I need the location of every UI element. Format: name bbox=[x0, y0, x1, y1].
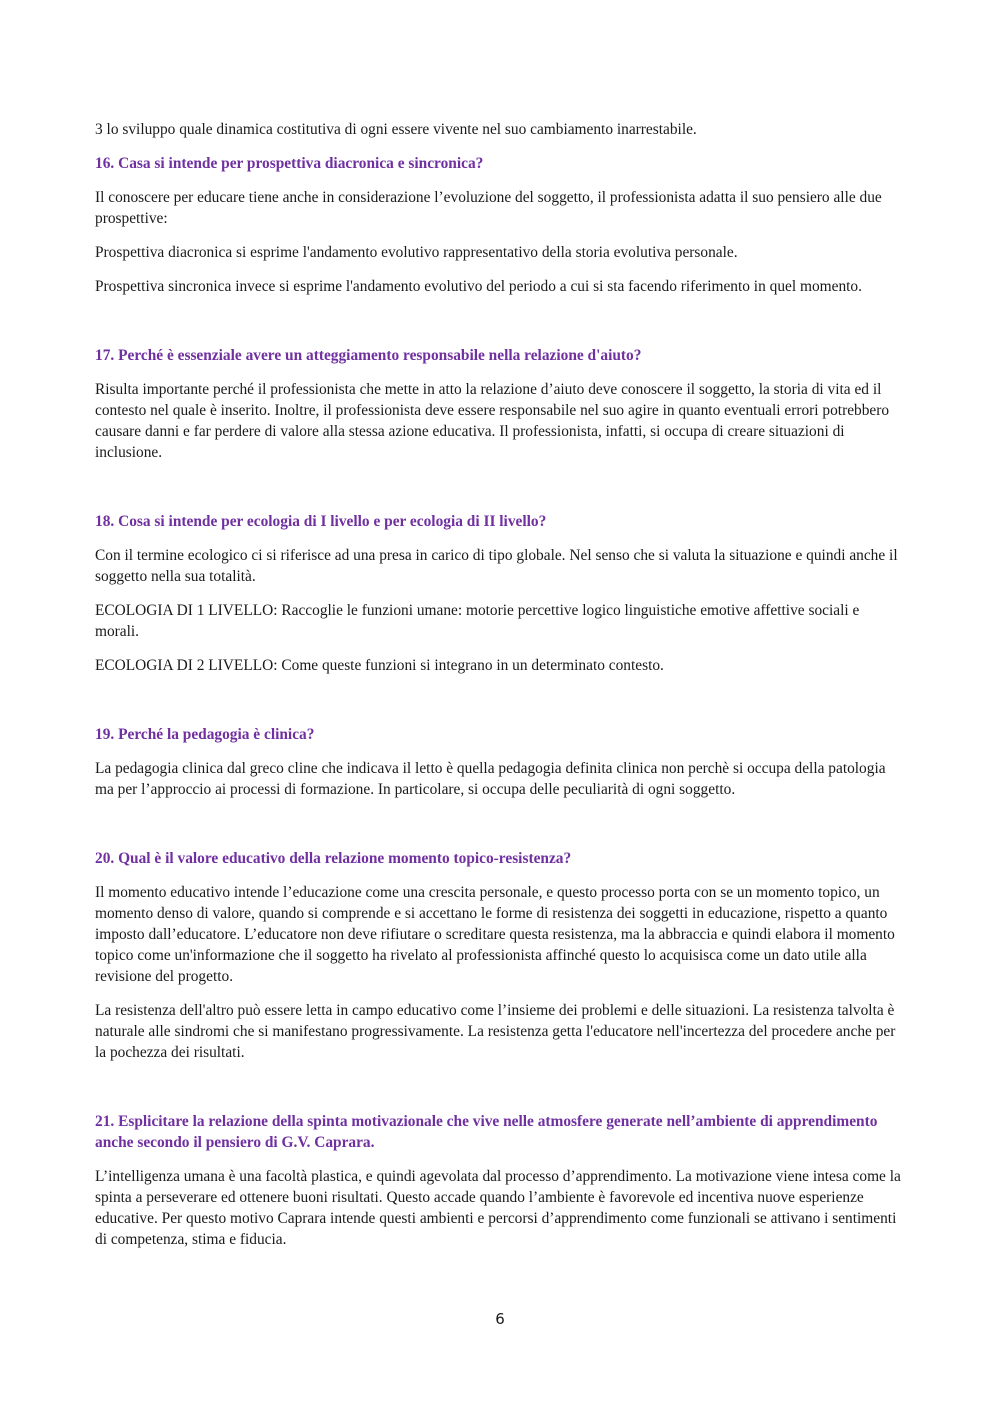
answer-18-p3: ECOLOGIA DI 2 LIVELLO: Come queste funzioni si integrano in un determinato contesto. bbox=[95, 657, 664, 674]
page-number: 6 bbox=[495, 1310, 505, 1328]
question-20: 20. Qual è il valore educativo della relazione momento topico-resistenza? bbox=[95, 850, 572, 867]
question-17: 17. Perché è essenziale avere un atteggiamento responsabile nella relazione d'aiuto? bbox=[95, 347, 642, 364]
page-content bbox=[95, 119, 905, 1263]
question-16: 16. Casa si intende per prospettiva diacronica e sincronica? bbox=[95, 155, 484, 172]
answer-16-p2: Prospettiva diacronica si esprime l'andamento evolutivo rappresentativo della storia evolutiva personale. bbox=[95, 244, 738, 261]
answer-21-p1: L’intelligenza umana è una facoltà plastica, e quindi agevolata dal processo d’apprendimento. La motivazione viene intesa come la spinta a perseverare ed ottenere buoni risultati. Questo accade quando l’ambiente è favorevole ed incentiva nuove esperienze educative. Per questo motivo Caprara intende questi ambienti e percorsi d’apprendimento come funzionali se attivano i sentimenti di competenza, stima e fiducia. bbox=[95, 1168, 901, 1248]
question-18: 18. Cosa si intende per ecologia di I livello e per ecologia di II livello? bbox=[95, 513, 547, 530]
answer-16-p1: Il conoscere per educare tiene anche in considerazione l’evoluzione del soggetto, il professionista adatta il suo pensiero alle due prospettive: bbox=[95, 189, 882, 227]
question-19: 19. Perché la pedagogia è clinica? bbox=[95, 726, 315, 743]
answer-17-p1: Risulta importante perché il professionista che mette in atto la relazione d’aiuto deve conoscere il soggetto, la storia di vita ed il contesto nel quale è inserito. Inoltre, il professionista deve essere responsabile nel suo agire in quanto eventuali errori potrebbero causare danni e far perdere di valore alla stessa azione educativa. Il professionista, infatti, si occupa di creare situazioni di inclusione. bbox=[95, 381, 890, 461]
answer-16-p3: Prospettiva sincronica invece si esprime l'andamento evolutivo del periodo a cui si sta facendo riferimento in quel momento. bbox=[95, 278, 862, 295]
answer-18-p1: Con il termine ecologico ci si riferisce ad una presa in carico di tipo globale. Nel senso che si valuta la situazione e quindi anche il soggetto nella sua totalità. bbox=[95, 547, 898, 585]
answer-18-p2: ECOLOGIA DI 1 LIVELLO: Raccoglie le funzioni umane: motorie percettive logico linguistiche emotive affettive sociali e morali. bbox=[95, 602, 860, 640]
intro-line: 3 lo sviluppo quale dinamica costitutiva di ogni essere vivente nel suo cambiamento inarrestabile. bbox=[95, 121, 697, 138]
answer-20-p1: Il momento educativo intende l’educazione come una crescita personale, e questo processo porta con se un momento topico, un momento denso di valore, quando si comprende e si accettano le forme di resistenza dei soggetti in educazione, rispetto a quanto imposto dall’educatore. L’educatore non deve rifiutare o screditare questa resistenza, ma la abbraccia e quindi elabora il momento topico come un'informazione che il soggetto ha rivelato al professionista affinché questo lo acquisisca come un dato utile alla revisione del progetto. bbox=[95, 884, 895, 985]
question-21: 21. Esplicitare la relazione della spinta motivazionale che vive nelle atmosfere generate nell’ambiente di apprendimento anche secondo il pensiero di G.V. Caprara. bbox=[95, 1113, 878, 1151]
answer-20-p2: La resistenza dell'altro può essere letta in campo educativo come l’insieme dei problemi e delle situazioni. La resistenza talvolta è naturale alle sindromi che si manifestano progressivamente. La resistenza getta l'educatore nell'incertezza del procedere anche per la pochezza dei risultati. bbox=[95, 1002, 896, 1061]
answer-19-p1: La pedagogia clinica dal greco cline che indicava il letto è quella pedagogia definita clinica non perchè si occupa della patologia ma per l’approccio ai processi di formazione. In particolare, si occupa delle peculiarità di ogni soggetto. bbox=[95, 760, 886, 798]
